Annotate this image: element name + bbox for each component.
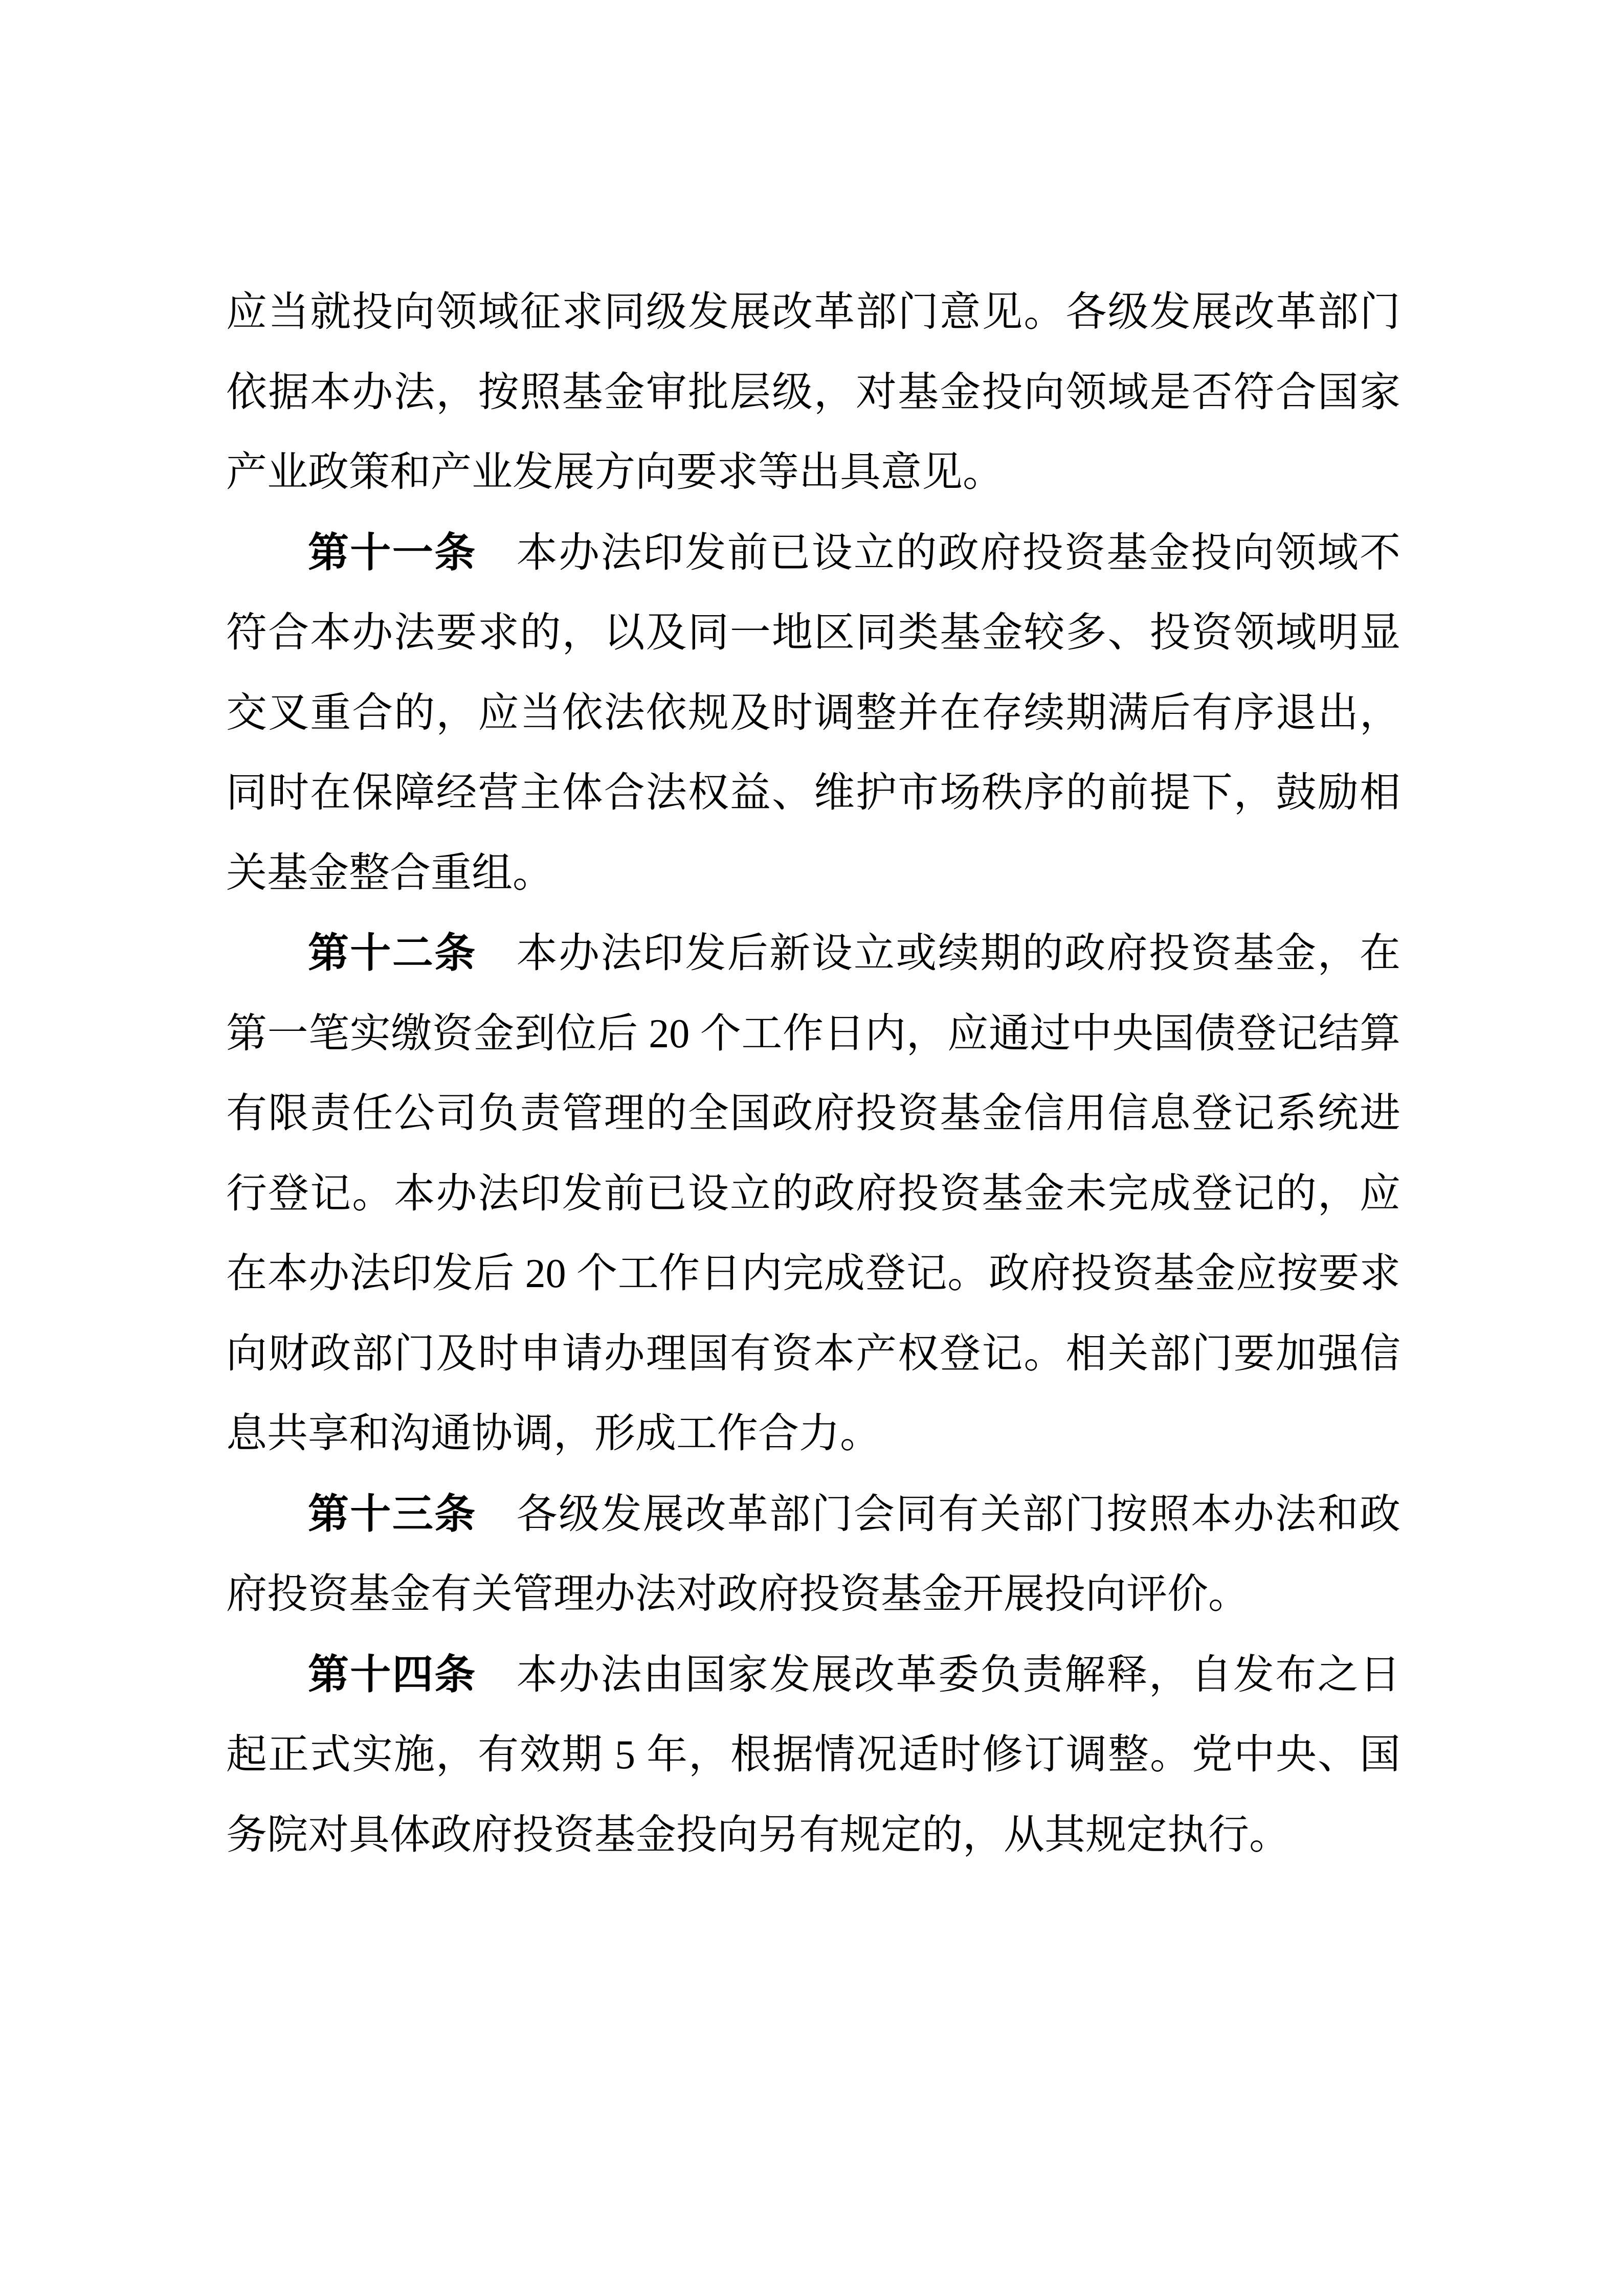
text-line	[226, 1234, 1400, 1314]
text-line	[226, 353, 1400, 433]
article-number: 第十一条	[308, 529, 477, 575]
text-line	[226, 433, 1400, 513]
text-line	[226, 673, 1400, 754]
line-text: 息共享和沟通协调，形成工作合力。	[226, 1411, 881, 1456]
line-text: 起正式实施，有效期 5 年，根据情况适时修订调整。党中央、国	[226, 1732, 1400, 1777]
line-text: 务院对具体政府投资基金投向另有规定的，从其规定执行。	[226, 1812, 1290, 1858]
line-text: 在本办法印发后 20 个工作日内完成登记。政府投资基金应按要求	[226, 1251, 1400, 1296]
text-line	[226, 1474, 1400, 1555]
text-line	[226, 913, 1400, 994]
text-line	[226, 513, 1400, 594]
article-number: 第十四条	[308, 1651, 477, 1697]
text-line	[226, 753, 1400, 834]
text-line	[226, 1635, 1400, 1716]
line-text: 本办法印发前已设立的政府投资基金投向领域不	[516, 530, 1401, 576]
text-line	[226, 1314, 1400, 1394]
line-text: 本办法印发后新设立或续期的政府投资基金，在	[516, 931, 1401, 976]
line-text: 同时在保障经营主体合法权益、维护市场秩序的前提下，鼓励相	[226, 771, 1400, 816]
line-text: 有限责任公司负责管理的全国政府投资基金信用信息登记系统进	[226, 1091, 1400, 1136]
article-number: 第十二条	[308, 930, 477, 976]
line-text: 各级发展改革部门会同有关部门按照本办法和政	[516, 1492, 1401, 1537]
line-text: 交叉重合的，应当依法依规及时调整并在存续期满后有序退出，	[226, 690, 1400, 736]
line-text: 依据本办法，按照基金审批层级，对基金投向领域是否符合国家	[226, 370, 1400, 415]
line-text: 行登记。本办法印发前已设立的政府投资基金未完成登记的，应	[226, 1171, 1400, 1217]
article-number: 第十三条	[308, 1491, 477, 1537]
line-text: 符合本办法要求的，以及同一地区同类基金较多、投资领域明显	[226, 611, 1400, 656]
text-line	[226, 1074, 1400, 1154]
text-line	[226, 994, 1400, 1074]
text-line	[226, 1394, 1400, 1474]
line-text: 向财政部门及时申请办理国有资本产权登记。相关部门要加强信	[226, 1331, 1400, 1377]
text-line	[226, 1795, 1400, 1876]
line-text: 本办法由国家发展改革委负责解释，自发布之日	[516, 1652, 1401, 1698]
line-text: 府投资基金有关管理办法对政府投资基金开展投向评价。	[226, 1572, 1249, 1617]
text-line	[226, 834, 1400, 914]
document-text	[226, 273, 1400, 1875]
line-text: 产业政策和产业发展方向要求等出具意见。	[226, 450, 1004, 495]
text-line	[226, 1154, 1400, 1234]
line-text: 关基金整合重组。	[226, 850, 553, 896]
text-line	[226, 1555, 1400, 1635]
line-text: 第一笔实缴资金到位后 20 个工作日内，应通过中央国债登记结算	[226, 1011, 1400, 1056]
text-line	[226, 1715, 1400, 1795]
line-text: 应当就投向领域征求同级发展改革部门意见。各级发展改革部门	[226, 290, 1400, 335]
text-line	[226, 593, 1400, 673]
text-line	[226, 273, 1400, 353]
